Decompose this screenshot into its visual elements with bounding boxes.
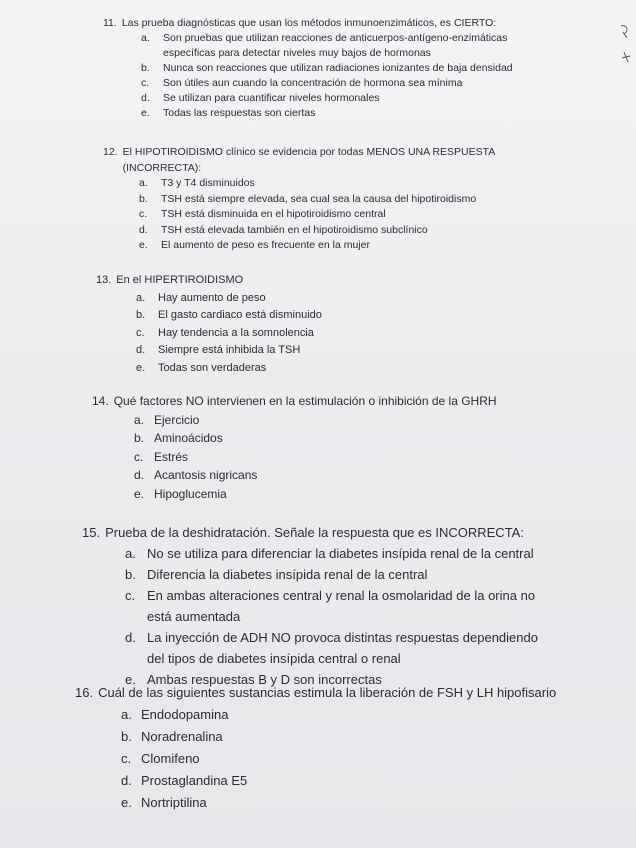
option-b bbox=[139, 192, 533, 208]
question-13 bbox=[96, 272, 526, 377]
option-text: Se utilizan para cuantificar niveles hormonales bbox=[163, 92, 380, 104]
question-11 bbox=[103, 16, 533, 121]
option-text: Todas las respuestas son ciertas bbox=[163, 107, 316, 119]
option-b bbox=[125, 564, 562, 585]
option-c bbox=[141, 76, 533, 91]
option-text: Aminoácidos bbox=[154, 431, 223, 445]
option-text: TSH está disminuida en el hipotiroidismo central bbox=[161, 208, 386, 220]
option-d bbox=[134, 466, 552, 485]
option-d bbox=[139, 223, 533, 239]
option-text: El gasto cardiaco está disminuido bbox=[158, 309, 322, 321]
question-number: 15. bbox=[82, 525, 101, 540]
option-text: En ambas alteraciones central y renal la osmolaridad de la orina no está aumentada bbox=[147, 588, 536, 624]
option-text: Hay aumento de peso bbox=[158, 291, 266, 304]
question-number: 13. bbox=[96, 274, 112, 286]
question-text: Prueba de la deshidratación. Señale la respuesta que es INCORRECTA: bbox=[105, 525, 524, 540]
question-number: 14. bbox=[92, 394, 109, 408]
option-e bbox=[134, 485, 552, 504]
option-letter: c. bbox=[141, 77, 150, 89]
option-e bbox=[136, 360, 526, 378]
option-a bbox=[121, 704, 575, 726]
question-number: 12. bbox=[103, 146, 118, 158]
option-letter: e. bbox=[139, 239, 148, 251]
option-a bbox=[139, 176, 533, 192]
option-letter: e. bbox=[125, 672, 136, 687]
option-letter: e. bbox=[134, 486, 145, 501]
option-letter: d. bbox=[141, 92, 150, 104]
question-15 bbox=[82, 522, 562, 690]
question-stem bbox=[103, 145, 533, 176]
option-d bbox=[125, 627, 562, 669]
option-letter: b. bbox=[134, 431, 145, 445]
option-text: Siempre está inhibida la TSH bbox=[158, 344, 301, 356]
question-stem bbox=[92, 392, 552, 411]
option-text: No se utiliza para diferenciar la diabetes insípida renal de la central bbox=[147, 546, 534, 561]
option-text: Son pruebas que utilizan reacciones de anticuerpos-antígeno-enzimáticas específicas para detectar niveles muy bajos de hormonas bbox=[163, 32, 508, 59]
option-text: Nortriptilina bbox=[141, 795, 207, 810]
option-letter: b. bbox=[121, 729, 132, 744]
option-text: Ejercicio bbox=[154, 412, 200, 427]
option-text: Todas son verdaderas bbox=[158, 361, 267, 374]
option-e bbox=[139, 238, 533, 254]
question-text: Las prueba diagnósticas que usan los métodos inmunoenzimáticos, es CIERTO: bbox=[121, 17, 497, 29]
option-text: TSH está elevada también en el hipotiroidismo subclínico bbox=[161, 223, 428, 236]
option-a bbox=[134, 411, 552, 430]
pen-mark-icon bbox=[618, 22, 634, 68]
question-number: 16. bbox=[75, 685, 94, 700]
option-text: Estrés bbox=[154, 449, 189, 464]
option-letter: d. bbox=[125, 630, 136, 645]
option-letter: c. bbox=[121, 751, 132, 766]
option-d bbox=[141, 91, 533, 106]
option-d bbox=[136, 342, 526, 360]
option-b bbox=[136, 307, 526, 325]
option-c bbox=[134, 448, 552, 467]
option-text: TSH está siempre elevada, sea cual sea la causa del hipotiroidismo bbox=[161, 192, 477, 205]
option-text: Prostaglandina E5 bbox=[141, 773, 248, 788]
option-letter: a. bbox=[141, 32, 150, 44]
question-stem bbox=[96, 272, 526, 290]
option-e bbox=[121, 792, 575, 814]
option-letter: b. bbox=[125, 567, 136, 582]
option-text: Hipoglucemia bbox=[154, 486, 227, 501]
option-letter: a. bbox=[136, 291, 146, 304]
option-letter: e. bbox=[121, 795, 132, 810]
option-text: Ambas respuestas B y D son incorrectas bbox=[147, 672, 382, 687]
option-b bbox=[134, 429, 552, 448]
question-stem bbox=[103, 16, 533, 31]
option-letter: a. bbox=[134, 412, 145, 427]
option-letter: a. bbox=[121, 707, 132, 722]
option-letter: c. bbox=[134, 449, 144, 464]
option-text: Acantosis nigricans bbox=[154, 468, 258, 482]
option-text: La inyección de ADH NO provoca distintas respuestas dependiendo del tipos de diabetes insípida central o renal bbox=[147, 630, 538, 666]
option-b bbox=[121, 726, 575, 748]
option-letter: b. bbox=[136, 309, 146, 321]
option-letter: e. bbox=[141, 107, 150, 119]
option-letter: c. bbox=[125, 588, 136, 603]
option-letter: d. bbox=[121, 773, 132, 788]
option-letter: d. bbox=[139, 223, 148, 236]
option-text: Endodopamina bbox=[141, 707, 229, 722]
option-text: Noradrenalina bbox=[141, 729, 223, 744]
option-c bbox=[121, 748, 575, 770]
option-c bbox=[125, 585, 562, 627]
option-letter: c. bbox=[136, 326, 145, 339]
option-letter: e. bbox=[136, 361, 146, 374]
option-a bbox=[141, 31, 533, 61]
question-14 bbox=[92, 392, 552, 503]
option-letter: d. bbox=[136, 344, 146, 356]
option-letter: b. bbox=[139, 192, 148, 205]
question-text: En el HIPERTIROIDISMO bbox=[116, 274, 244, 286]
question-text: Cuál de las siguientes sustancias estimula la liberación de FSH y LH hipofisario bbox=[98, 685, 557, 700]
option-letter: a. bbox=[125, 546, 136, 561]
option-text: Diferencia la diabetes insípida renal de la central bbox=[147, 567, 428, 582]
option-b bbox=[141, 61, 533, 76]
option-text: Clomifeno bbox=[141, 751, 200, 766]
option-a bbox=[125, 543, 562, 564]
option-letter: d. bbox=[134, 468, 145, 482]
option-c bbox=[139, 207, 533, 223]
option-letter: a. bbox=[139, 177, 148, 189]
option-text: Nunca son reacciones que utilizan radiaciones ionizantes de baja densidad bbox=[163, 62, 513, 74]
option-letter: c. bbox=[139, 208, 148, 220]
option-d bbox=[121, 770, 575, 792]
question-number: 11. bbox=[103, 17, 117, 29]
question-text: Qué factores NO intervienen en la estimulación o inhibición de la GHRH bbox=[113, 394, 497, 408]
question-12 bbox=[103, 145, 533, 254]
question-stem bbox=[75, 682, 575, 704]
option-e bbox=[141, 106, 533, 121]
question-text: El HIPOTIROIDISMO clínico se evidencia por todas MENOS UNA RESPUESTA (INCORRECTA): bbox=[122, 146, 495, 174]
question-16 bbox=[75, 682, 575, 814]
question-stem bbox=[82, 522, 562, 543]
option-c bbox=[136, 325, 526, 343]
option-text: T3 y T4 disminuidos bbox=[161, 177, 255, 189]
option-a bbox=[136, 290, 526, 308]
option-text: Son útiles aun cuando la concentración de hormona sea mínima bbox=[163, 77, 463, 89]
option-text: El aumento de peso es frecuente en la mujer bbox=[161, 239, 370, 251]
option-text: Hay tendencia a la somnolencia bbox=[158, 326, 314, 339]
option-letter: b. bbox=[141, 62, 150, 74]
